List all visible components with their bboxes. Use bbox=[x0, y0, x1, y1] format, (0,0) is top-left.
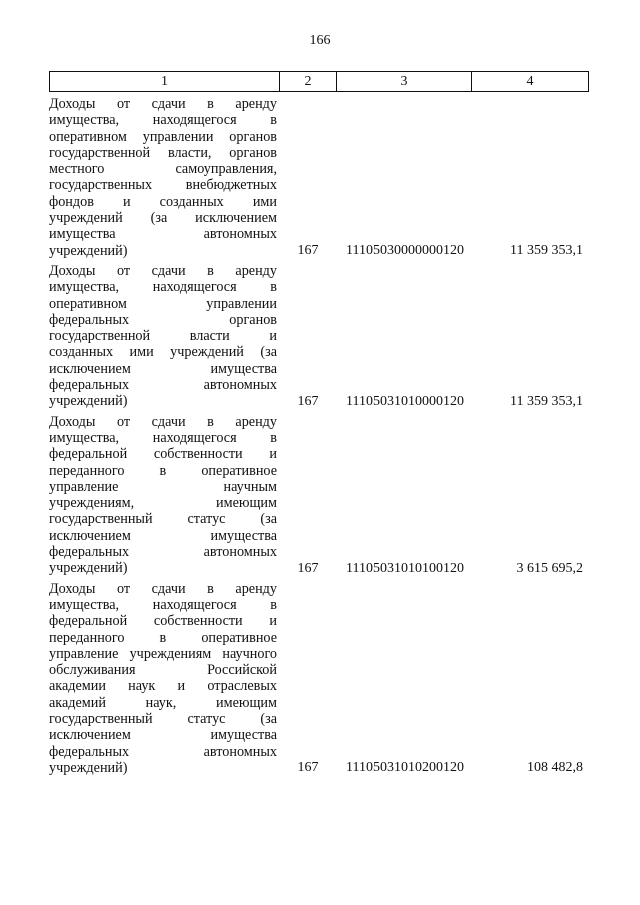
table-row bbox=[49, 414, 589, 577]
column-header-1: 1 bbox=[50, 72, 280, 92]
income-description: Доходы от сдачи в аренду имущества, находящегося в оперативном управлении федеральных органов государственной власти и созданных ими учреждений (за исключением имущества федеральных автономных учреждений) bbox=[49, 262, 277, 410]
column-header-2: 2 bbox=[280, 72, 337, 92]
table-row bbox=[49, 96, 589, 259]
income-description: Доходы от сдачи в аренду имущества, находящегося в федеральной собственности и переданного в оперативное управление научным учреждениям, имеющим государственный статус (за исключением имущества федеральных автономных учреждений) bbox=[49, 413, 277, 577]
column-header-row bbox=[50, 72, 589, 92]
amount: 11 359 353,1 bbox=[510, 242, 583, 258]
column-header-3: 3 bbox=[337, 72, 472, 92]
income-description: Доходы от сдачи в аренду имущества, находящегося в оперативном управлении органов государственной власти, органов местного самоуправления, государственных внебюджетных фондов и созданных ими учреждений (за исключением имущества автономных учреждений) bbox=[49, 96, 277, 259]
table-row bbox=[49, 263, 589, 410]
income-table-body bbox=[49, 96, 589, 780]
budget-classification-code: 11105030000000120 bbox=[346, 242, 464, 258]
admin-code: 167 bbox=[297, 393, 319, 409]
admin-code: 167 bbox=[297, 560, 319, 576]
budget-classification-code: 11105031010000120 bbox=[346, 393, 464, 409]
amount: 3 615 695,2 bbox=[516, 560, 583, 576]
page-number: 166 bbox=[309, 33, 331, 48]
column-header-4: 4 bbox=[472, 72, 589, 92]
column-header-table bbox=[49, 71, 589, 92]
budget-classification-code: 11105031010100120 bbox=[346, 560, 464, 576]
budget-classification-code: 11105031010200120 bbox=[346, 760, 464, 776]
income-description: Доходы от сдачи в аренду имущества, находящегося в федеральной собственности и переданного в оперативное управление учреждениям научного обслуживания Российской академии наук и отраслевых академий наук, имеющим государственный статус (за исключением имущества федеральных автономных учреждений) bbox=[49, 580, 277, 776]
admin-code: 167 bbox=[297, 242, 319, 258]
table-row bbox=[49, 581, 589, 777]
amount: 108 482,8 bbox=[527, 760, 583, 776]
amount: 11 359 353,1 bbox=[510, 393, 583, 409]
admin-code: 167 bbox=[297, 760, 319, 776]
